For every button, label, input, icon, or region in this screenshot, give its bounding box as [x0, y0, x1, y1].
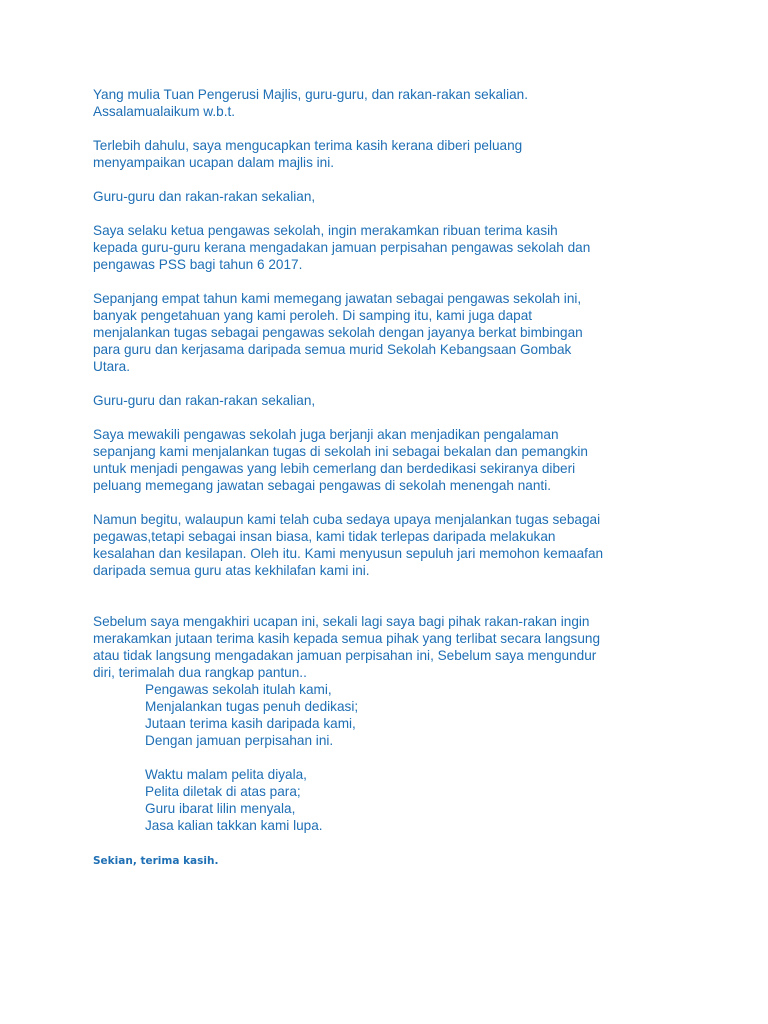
address-line — [93, 188, 713, 205]
text-line: kesalahan dan kesilapan. Oleh itu. Kami menyusun sepuluh jari memohon kemaafan — [93, 546, 604, 561]
text-line: daripada semua guru atas kekhilafan kami ini. — [93, 563, 370, 578]
text-line: Terlebih dahulu, saya mengucapkan terima kasih kerana diberi peluang — [93, 138, 523, 153]
text-line: menjalankan tugas sebagai pengawas sekolah dengan jayanya berkat bimbingan — [93, 325, 583, 340]
closing-line: Sekian, terima kasih. — [93, 855, 219, 867]
text-line: banyak pengetahuan yang kami peroleh. Di samping itu, kami juga dapat — [93, 308, 533, 323]
pantun-line: Menjalankan tugas penuh dedikasi; — [145, 699, 359, 714]
text-line: peluang memegang jawatan sebagai pengawas di sekolah menengah nanti. — [93, 478, 551, 493]
pantun-line: Pelita diletak di atas para; — [145, 784, 301, 799]
pantun-line: Pengawas sekolah itulah kami, — [145, 682, 332, 697]
paragraph-promise — [93, 426, 713, 494]
address-line — [93, 392, 713, 409]
text-line: Saya mewakili pengawas sekolah juga berjanji akan menjadikan pengalaman — [93, 427, 559, 442]
text-line: Saya selaku ketua pengawas sekolah, ingin merakamkan ribuan terima kasih — [93, 223, 558, 238]
salutation — [93, 86, 713, 120]
paragraph-experience — [93, 290, 713, 375]
text-line: Utara. — [93, 359, 131, 374]
text-line: pegawas,tetapi sebagai insan biasa, kami tidak terlepas daripada melakukan — [93, 529, 556, 544]
paragraph-closing-remarks — [93, 613, 713, 681]
text-line: diri, terimalah dua rangkap pantun.. — [93, 665, 307, 680]
paragraph-apology — [93, 511, 713, 579]
pantun-line: Waktu malam pelita diyala, — [145, 767, 307, 782]
pantun-line: Jutaan terima kasih daripada kami, — [145, 716, 356, 731]
text-line: Sepanjang empat tahun kami memegang jawatan sebagai pengawas sekolah ini, — [93, 291, 582, 306]
text-line: untuk menjadi pengawas yang lebih cemerlang dan berdedikasi sekiranya diberi — [93, 461, 576, 476]
pantun-stanza-1 — [145, 681, 713, 749]
pantun-line: Guru ibarat lilin menyala, — [145, 801, 296, 816]
text-line: sepanjang kami menjalankan tugas di sekolah ini sebagai bekalan dan pemangkin — [93, 444, 588, 459]
text-line: atau tidak langsung mengadakan jamuan perpisahan ini, Sebelum saya mengundur — [93, 648, 597, 663]
pantun-line: Dengan jamuan perpisahan ini. — [145, 733, 334, 748]
salutation-line: Yang mulia Tuan Pengerusi Majlis, guru-guru, dan rakan-rakan sekalian. — [93, 87, 528, 102]
pantun-line: Jasa kalian takkan kami lupa. — [145, 818, 323, 833]
text-line: menyampaikan ucapan dalam majlis ini. — [93, 155, 335, 170]
text-line: Guru-guru dan rakan-rakan sekalian, — [93, 189, 316, 204]
text-line: Sebelum saya mengakhiri ucapan ini, sekali lagi saya bagi pihak rakan-rakan ingin — [93, 614, 590, 629]
text-line: pengawas PSS bagi tahun 6 2017. — [93, 257, 303, 272]
speech-document — [93, 86, 713, 870]
paragraph-opening — [93, 137, 713, 171]
greeting-line: Assalamualaikum w.b.t. — [93, 104, 236, 119]
paragraph-thanks — [93, 222, 713, 273]
text-line: kepada guru-guru kerana mengadakan jamuan perpisahan pengawas sekolah dan — [93, 240, 591, 255]
text-line: merakamkan jutaan terima kasih kepada semua pihak yang terlibat secara langsung — [93, 631, 601, 646]
text-line: para guru dan kerjasama daripada semua murid Sekolah Kebangsaan Gombak — [93, 342, 572, 357]
pantun-stanza-2 — [145, 766, 713, 834]
text-line: Namun begitu, walaupun kami telah cuba sedaya upaya menjalankan tugas sebagai — [93, 512, 601, 527]
text-line: Guru-guru dan rakan-rakan sekalian, — [93, 393, 316, 408]
